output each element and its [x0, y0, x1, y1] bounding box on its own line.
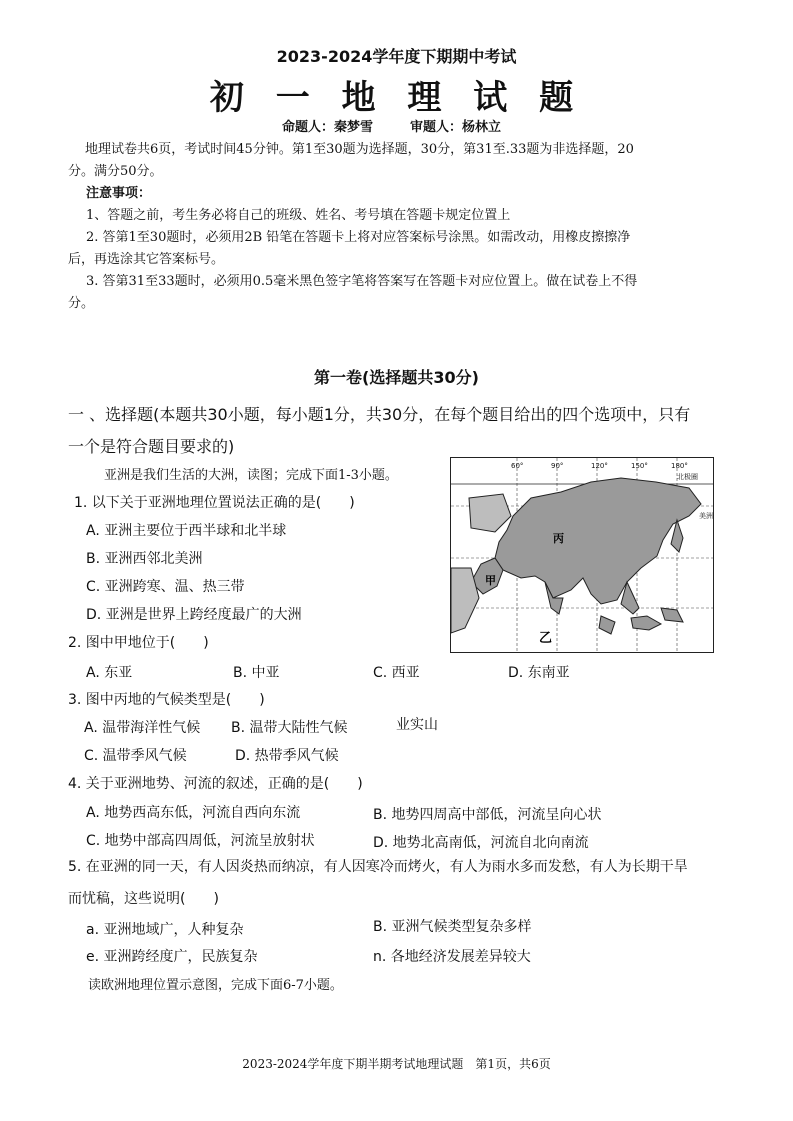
note-2-line-1: 2. 答第1至30题时，必须用2B 铅笔在答题卡上将对应答案标号涂黑。如需改动，用橡皮擦擦净: [86, 230, 631, 245]
q4-option-b: B. 地势四周高中部低，河流呈向心状: [373, 807, 602, 823]
section-instructions-line-2: 一个是符合题目要求的): [68, 437, 235, 456]
q5-stem-line-2: 而忧稿，这些说明( ): [68, 891, 219, 907]
page-footer: 2023-2024学年度下期半期考试地理试题 第1页，共6页: [242, 1057, 551, 1071]
q5-option-c: e. 亚洲跨经度广，民族复杂: [86, 949, 258, 965]
q2-stem: 2. 图中甲地位于( ): [68, 635, 209, 651]
intro-line-1: 地理试卷共6页，考试时间45分钟。第1至30题为选择题，30分，第31至.33题为非选择题，20: [85, 142, 634, 157]
reviewer-label: 审题人：杨林立: [410, 120, 502, 135]
q2-option-d: D. 东南亚: [508, 665, 570, 681]
q3-option-d: D. 热带季风气候: [235, 748, 339, 764]
map-top-label-1: 90°: [551, 462, 564, 470]
q3-option-a: A. 温带海洋性气候: [84, 720, 201, 736]
page-title: 初 一 地 理 试 题: [209, 78, 584, 118]
map-label-bing: 丙: [553, 532, 564, 545]
note-3-line-1: 3. 答第31至33题时，必须用0.5毫米黑色签字笔将答案写在答题卡对应位置上。做在试卷上不得: [86, 274, 638, 289]
q3-option-b: B. 温带大陆性气候: [231, 720, 348, 736]
q4-stem: 4. 关于亚洲地势、河流的叙述，正确的是( ): [68, 776, 363, 792]
intro-line-2: 分。满分50分。: [68, 164, 163, 179]
group2-lead: 读欧洲地理位置示意图，完成下面6-7小题。: [88, 978, 343, 993]
q1-option-b: B. 亚洲西邻北美洲: [86, 551, 203, 567]
q4-option-a: A. 地势西高东低，河流自西向东流: [86, 805, 301, 821]
group1-lead: 亚洲是我们生活的大洲，读图；完成下面1-3小题。: [104, 468, 398, 483]
setter-label: 命题人：秦梦雪: [282, 120, 374, 135]
map-top-label-4: 180°: [671, 462, 688, 470]
asia-map-graphic: [451, 458, 713, 652]
q1-option-c: C. 亚洲跨寒、温、热三带: [86, 579, 245, 595]
section-instructions-line-1: 一 、选择题(本题共30小题，每小题1分，共30分，在每个题目给出的四个选项中，只有: [68, 405, 691, 424]
q1-option-d: D. 亚洲是世界上跨经度最广的大洲: [86, 607, 302, 623]
q5-option-b: B. 亚洲气候类型复杂多样: [373, 919, 532, 935]
exam-line: 2023-2024学年度下期期中考试: [276, 47, 517, 66]
q1-stem: 1. 以下关于亚洲地理位置说法正确的是( ): [74, 495, 355, 511]
q4-option-d: D. 地势北高南低，河流自北向南流: [373, 835, 589, 851]
q3-option-c: C. 温带季风气候: [84, 748, 187, 764]
q3-stray-mark: 业实山: [396, 717, 438, 733]
map-label-jia: 甲: [485, 574, 496, 587]
section-heading: 第一卷(选择题共30分): [314, 368, 479, 387]
asia-map: [450, 457, 714, 653]
map-top-label-3: 150°: [631, 462, 648, 470]
note-1: 1、答题之前，考生务必将自己的班级、姓名、考号填在答题卡规定位置上: [86, 208, 511, 223]
map-arctic-label: 北极圈: [677, 473, 698, 481]
q3-stem: 3. 图中丙地的气候类型是( ): [68, 692, 265, 708]
q5-stem-line-1: 5. 在亚洲的同一天，有人因炎热而纳凉，有人因寒冷而烤火，有人为雨水多而发愁，有人为长期干旱: [68, 859, 688, 875]
q1-option-a: A. 亚洲主要位于西半球和北半球: [86, 523, 287, 539]
note-2-line-2: 后，再选涂其它答案标号。: [68, 252, 225, 267]
q2-option-a: A. 东亚: [86, 665, 133, 681]
q4-option-c: C. 地势中部高四周低，河流呈放射状: [86, 833, 315, 849]
q2-option-c: C. 西亚: [373, 665, 420, 681]
q5-option-a: a. 亚洲地域广，人种复杂: [86, 922, 244, 938]
map-right-note: 美洲: [699, 512, 713, 520]
notes-title: 注意事项：: [86, 186, 152, 201]
map-top-label-2: 120°: [591, 462, 608, 470]
map-label-yi: 乙: [539, 631, 553, 646]
q2-option-b: B. 中亚: [233, 665, 280, 681]
map-top-label-0: 60°: [511, 462, 524, 470]
note-3-line-2: 分。: [68, 296, 95, 311]
q5-option-d: n. 各地经济发展差异较大: [373, 949, 531, 965]
